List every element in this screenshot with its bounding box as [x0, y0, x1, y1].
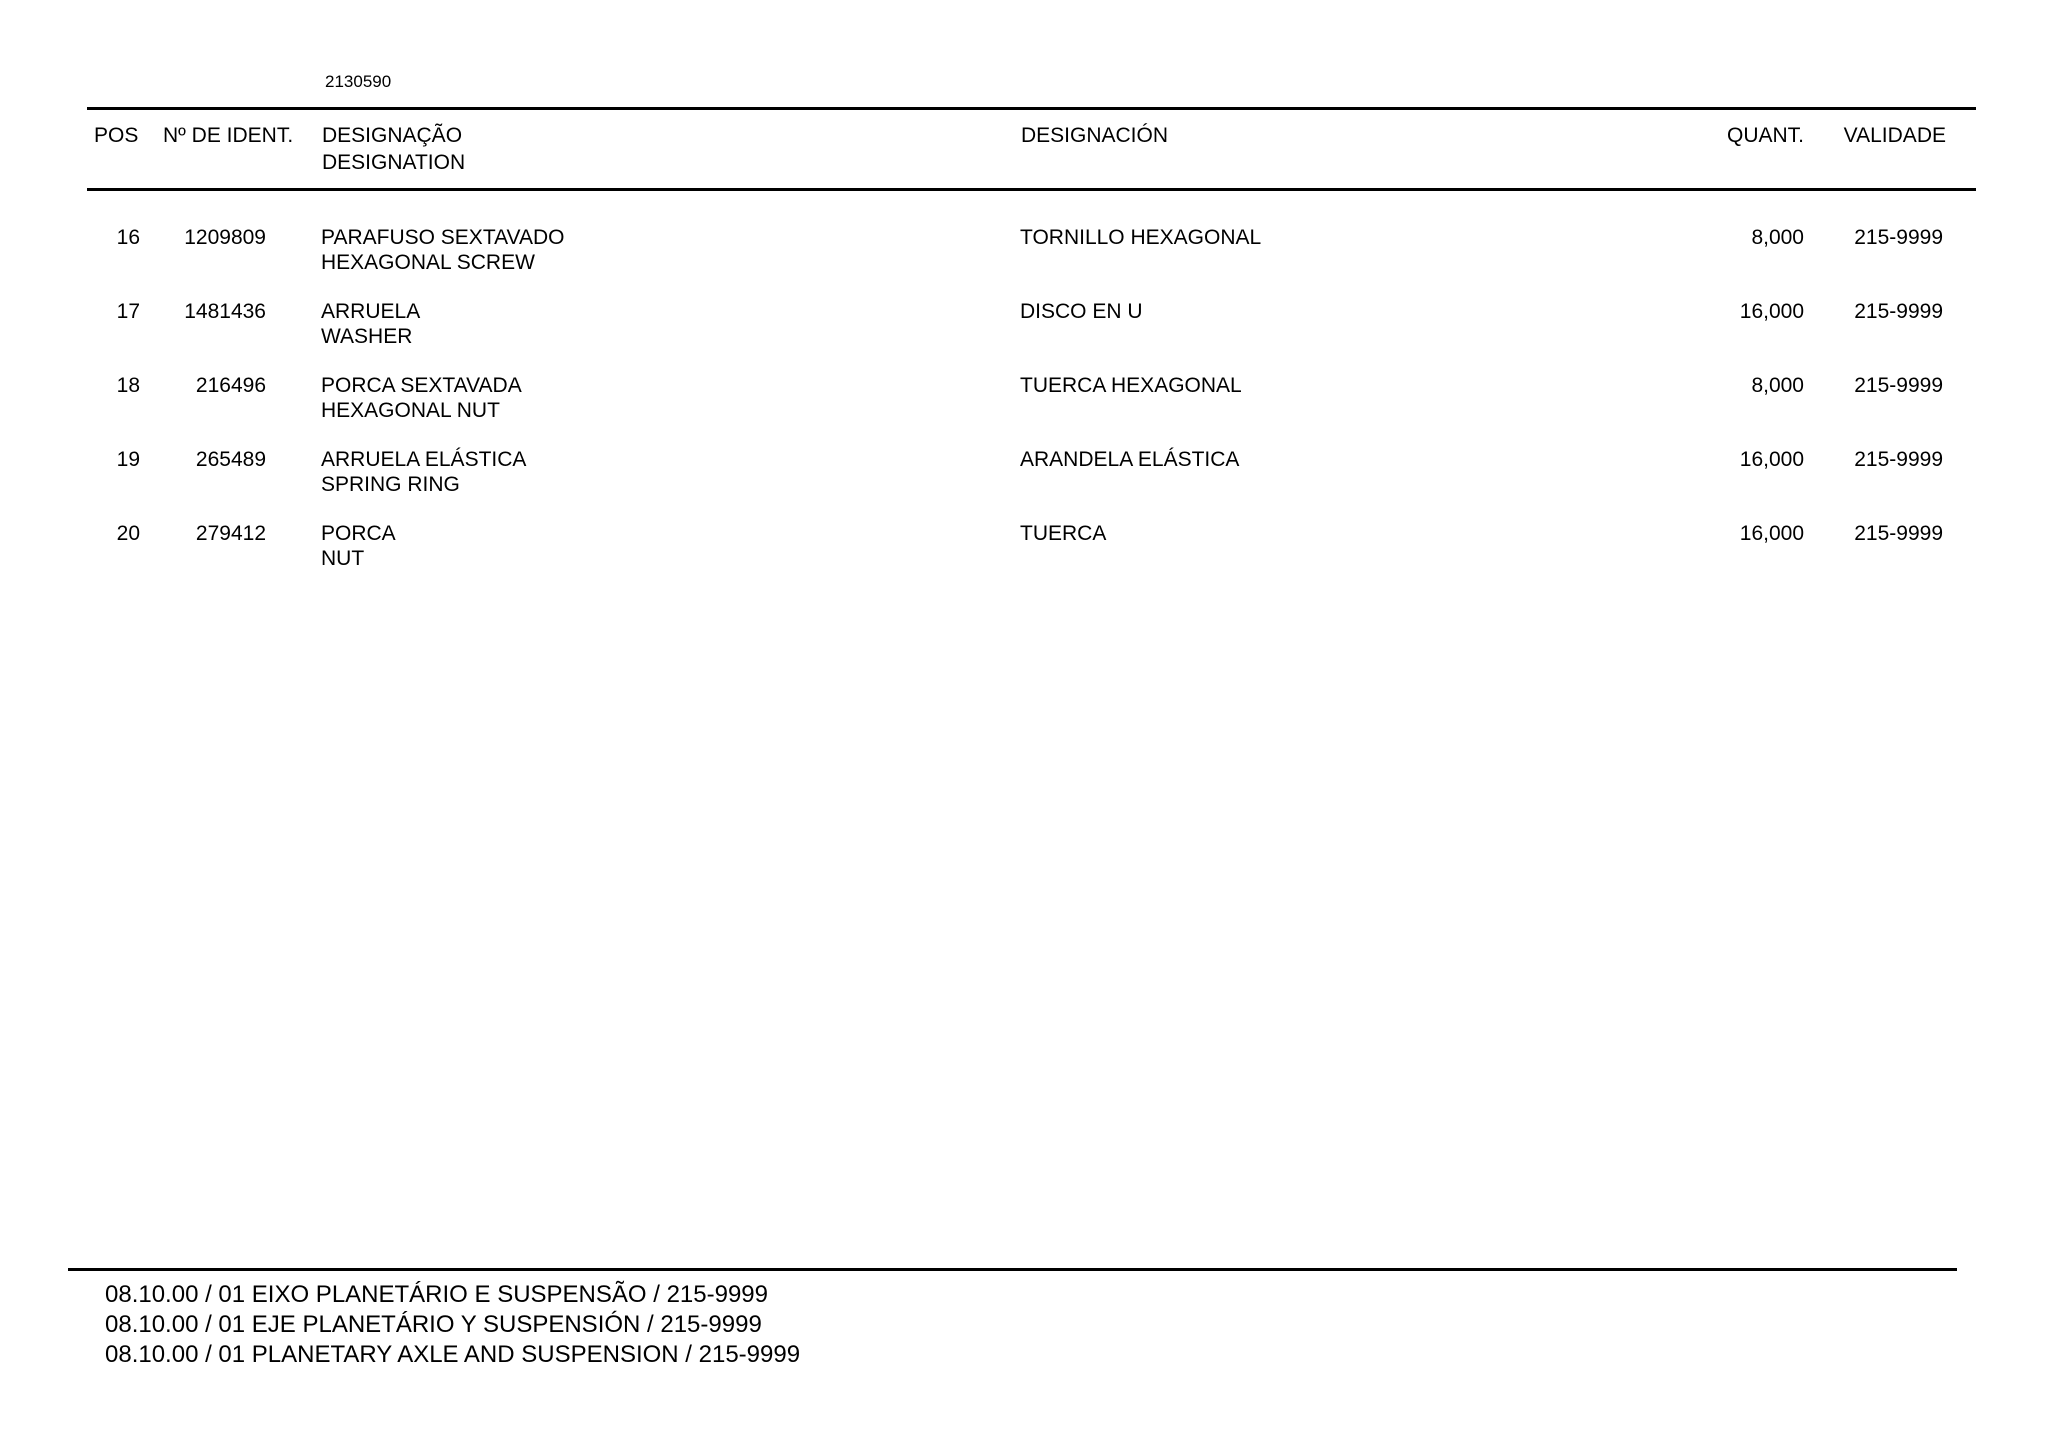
- row-designation-pt: PARAFUSO SEXTAVADO: [321, 226, 565, 249]
- row-designation-pt: ARRUELA ELÁSTICA: [321, 448, 527, 471]
- column-header-ident: Nº DE IDENT.: [163, 124, 294, 147]
- row-pos: 17: [116, 300, 140, 323]
- row-designation: [321, 447, 526, 497]
- row-designation: [321, 521, 396, 571]
- row-validity: 215-9999: [1854, 374, 1943, 397]
- row-designation-en: WASHER: [321, 325, 413, 348]
- row-quantity: 8,000: [1751, 226, 1804, 249]
- footer-line-en: 08.10.00 / 01 PLANETARY AXLE AND SUSPENSION / 215-9999: [105, 1341, 801, 1368]
- document-number: 2130590: [325, 72, 392, 91]
- column-header-pos: POS: [94, 124, 139, 147]
- row-pos: 20: [116, 522, 140, 545]
- row-designation-pt: ARRUELA: [321, 300, 421, 323]
- row-quantity: 8,000: [1751, 374, 1804, 397]
- column-header-designacion: DESIGNACIÓN: [1021, 124, 1169, 147]
- row-ident: 265489: [195, 448, 266, 471]
- row-designation-en: NUT: [321, 547, 365, 570]
- row-designation: [321, 373, 522, 423]
- table-row: [0, 299, 2048, 349]
- row-ident: 279412: [195, 522, 266, 545]
- footer-line-es: 08.10.00 / 01 EJE PLANETÁRIO Y SUSPENSIÓN / 215-9999: [105, 1311, 762, 1338]
- row-validity: 215-9999: [1854, 300, 1943, 323]
- table-row: [0, 373, 2048, 423]
- column-header-validade: VALIDADE: [1843, 124, 1946, 147]
- row-ident: 216496: [195, 374, 266, 397]
- row-designacion-es: ARANDELA ELÁSTICA: [1020, 448, 1240, 471]
- column-header-designacao: [322, 122, 465, 176]
- header-top-divider: [87, 107, 1976, 110]
- row-validity: 215-9999: [1854, 226, 1943, 249]
- row-designation-pt: PORCA: [321, 522, 396, 545]
- row-designacion-es: DISCO EN U: [1020, 300, 1143, 323]
- row-validity: 215-9999: [1854, 522, 1943, 545]
- table-row: [0, 447, 2048, 497]
- row-designation: [321, 225, 565, 275]
- row-designation-pt: PORCA SEXTAVADA: [321, 374, 522, 397]
- footer-line-pt: 08.10.00 / 01 EIXO PLANETÁRIO E SUSPENSÃO / 215-9999: [105, 1281, 768, 1308]
- row-pos: 18: [116, 374, 140, 397]
- row-ident: 1481436: [184, 300, 266, 323]
- row-validity: 215-9999: [1854, 448, 1943, 471]
- row-designation-en: HEXAGONAL NUT: [321, 399, 500, 422]
- column-header-quant: QUANT.: [1726, 124, 1804, 147]
- row-quantity: 16,000: [1739, 448, 1804, 471]
- row-quantity: 16,000: [1739, 522, 1804, 545]
- table-row: [0, 521, 2048, 571]
- row-designacion-es: TUERCA: [1020, 522, 1107, 545]
- page-footer: [105, 1280, 800, 1370]
- column-header-designacao-pt: DESIGNAÇÃO: [322, 124, 463, 147]
- row-ident: 1209809: [184, 226, 266, 249]
- row-designacion-es: TUERCA HEXAGONAL: [1020, 374, 1242, 397]
- column-header-designation-en: DESIGNATION: [322, 151, 466, 174]
- row-designation-en: SPRING RING: [321, 473, 460, 496]
- row-pos: 19: [116, 448, 140, 471]
- row-pos: 16: [116, 226, 140, 249]
- row-designation: [321, 299, 420, 349]
- header-bottom-divider: [87, 188, 1976, 191]
- footer-divider: [68, 1268, 1957, 1271]
- row-designation-en: HEXAGONAL SCREW: [321, 251, 535, 274]
- row-quantity: 16,000: [1739, 300, 1804, 323]
- table-row: [0, 225, 2048, 275]
- row-designacion-es: TORNILLO HEXAGONAL: [1020, 226, 1262, 249]
